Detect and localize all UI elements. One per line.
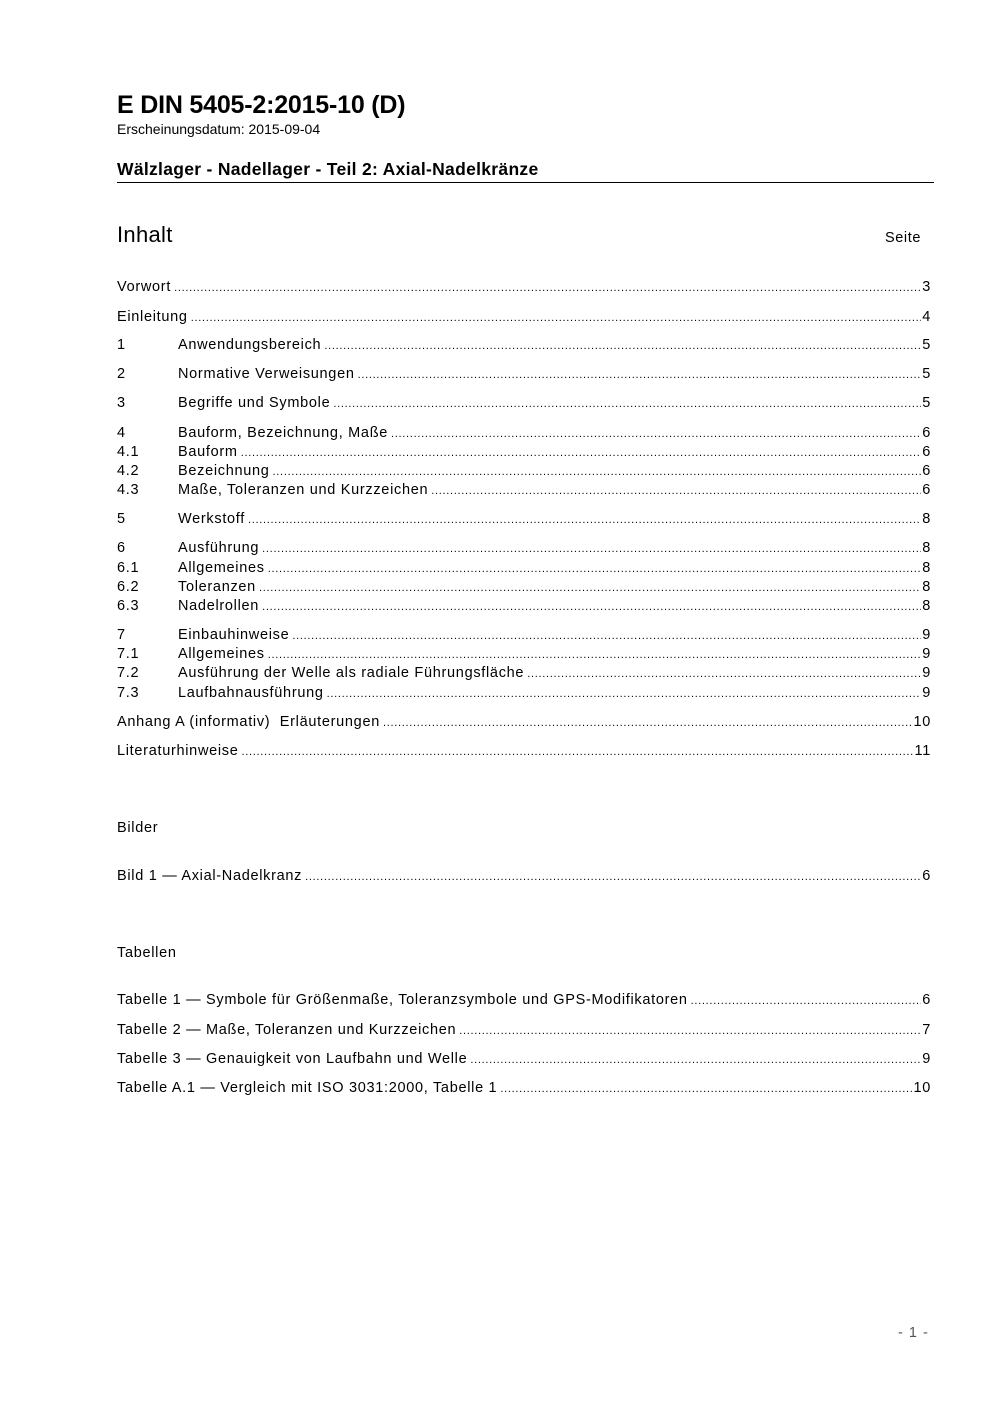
toc-entry-number: 4.1 bbox=[117, 444, 140, 460]
toc-entry-page: 6 bbox=[922, 482, 931, 498]
table-entry-label: Tabelle 1 — Symbole für Größenmaße, Toleranzsymbole und GPS-Modifikatoren bbox=[117, 992, 688, 1008]
table-entry-page: 7 bbox=[922, 1022, 931, 1038]
toc-entry-number: 7.1 bbox=[117, 646, 140, 662]
toc-entry-label: Bauform, Bezeichnung, Maße bbox=[178, 425, 389, 441]
toc-entry-label: Anhang A (informativ) Erläuterungen bbox=[117, 714, 380, 730]
toc-entry-page: 9 bbox=[922, 685, 931, 701]
table-entry-page: 10 bbox=[913, 1080, 931, 1096]
tables-heading: Tabellen bbox=[117, 945, 177, 961]
toc-entry-label: Werkstoff bbox=[178, 511, 246, 527]
toc-entry-7-2[interactable] bbox=[117, 665, 931, 685]
toc-entry-page: 10 bbox=[913, 714, 931, 730]
toc-entry-page: 8 bbox=[922, 540, 931, 556]
table-entry-a1[interactable] bbox=[117, 1080, 931, 1100]
toc-entry-number: 7.3 bbox=[117, 685, 140, 701]
toc-entry-label: Literaturhinweise bbox=[117, 743, 239, 759]
toc-entry-5[interactable] bbox=[117, 511, 931, 531]
document-title: Wälzlager - Nadellager - Teil 2: Axial-Nadelkränze bbox=[117, 159, 539, 179]
toc-entry-6-1[interactable] bbox=[117, 560, 931, 580]
toc-entry-label: Nadelrollen bbox=[178, 598, 260, 614]
toc-entry-label: Einbauhinweise bbox=[178, 627, 290, 643]
publication-date: Erscheinungsdatum: 2015-09-04 bbox=[117, 121, 321, 137]
dot-leader bbox=[459, 1022, 921, 1038]
table-entry-2[interactable] bbox=[117, 1022, 931, 1042]
toc-entry-page: 4 bbox=[922, 309, 931, 325]
toc-entry-number: 1 bbox=[117, 337, 126, 353]
toc-entry-page: 9 bbox=[922, 665, 931, 681]
figure-entry-page: 6 bbox=[922, 868, 931, 884]
toc-entry-anhang-a[interactable] bbox=[117, 714, 931, 734]
toc-entry-page: 5 bbox=[922, 337, 931, 353]
dot-leader bbox=[327, 685, 922, 701]
dot-leader bbox=[470, 1051, 921, 1067]
toc-entry-label: Normative Verweisungen bbox=[178, 366, 355, 382]
toc-entry-page: 8 bbox=[922, 511, 931, 527]
toc-entry-page: 5 bbox=[922, 395, 931, 411]
toc-entry-7-1[interactable] bbox=[117, 646, 931, 666]
figures-heading: Bilder bbox=[117, 820, 159, 836]
dot-leader bbox=[324, 337, 921, 353]
document-id: E DIN 5405-2:2015-10 (D) bbox=[117, 91, 406, 119]
toc-entry-literaturhinweise[interactable] bbox=[117, 743, 931, 763]
toc-entry-4-3[interactable] bbox=[117, 482, 931, 502]
toc-entry-label: Ausführung der Welle als radiale Führungsfläche bbox=[178, 665, 525, 681]
table-entry-page: 6 bbox=[922, 992, 931, 1008]
table-entry-label: Tabelle 2 — Maße, Toleranzen und Kurzzeichen bbox=[117, 1022, 457, 1038]
toc-entry-page: 8 bbox=[922, 560, 931, 576]
toc-entry-page: 6 bbox=[922, 425, 931, 441]
toc-entry-label: Bauform bbox=[178, 444, 238, 460]
table-entry-3[interactable] bbox=[117, 1051, 931, 1071]
dot-leader bbox=[273, 463, 922, 479]
figure-entry-1[interactable] bbox=[117, 868, 931, 888]
toc-entry-6-3[interactable] bbox=[117, 598, 931, 618]
dot-leader bbox=[500, 1080, 912, 1096]
toc-entry-page: 3 bbox=[922, 279, 931, 295]
dot-leader bbox=[259, 579, 921, 595]
figure-entry-label: Bild 1 — Axial-Nadelkranz bbox=[117, 868, 303, 884]
toc-entry-page: 5 bbox=[922, 366, 931, 382]
toc-entry-2[interactable] bbox=[117, 366, 931, 386]
toc-entry-page: 8 bbox=[922, 598, 931, 614]
dot-leader bbox=[262, 540, 921, 556]
toc-entry-label: Begriffe und Symbole bbox=[178, 395, 331, 411]
toc-entry-label: Laufbahnausführung bbox=[178, 685, 324, 701]
dot-leader bbox=[333, 395, 921, 411]
toc-entry-page: 8 bbox=[922, 579, 931, 595]
toc-entry-label: Toleranzen bbox=[178, 579, 256, 595]
toc-entry-label: Vorwort bbox=[117, 279, 172, 295]
toc-entry-page: 6 bbox=[922, 444, 931, 460]
toc-entry-number: 7 bbox=[117, 627, 126, 643]
toc-entry-1[interactable] bbox=[117, 337, 931, 357]
toc-entry-6-2[interactable] bbox=[117, 579, 931, 599]
toc-entry-number: 6.3 bbox=[117, 598, 140, 614]
toc-entry-number: 6.2 bbox=[117, 579, 140, 595]
toc-entry-page: 9 bbox=[922, 646, 931, 662]
toc-entry-page: 9 bbox=[922, 627, 931, 643]
toc-entry-number: 3 bbox=[117, 395, 126, 411]
dot-leader bbox=[292, 627, 921, 643]
toc-entry-number: 4 bbox=[117, 425, 126, 441]
dot-leader bbox=[305, 868, 921, 884]
toc-entry-page: 11 bbox=[914, 743, 931, 759]
toc-entry-label: Einleitung bbox=[117, 309, 188, 325]
toc-entry-vorwort[interactable] bbox=[117, 279, 931, 299]
dot-leader bbox=[248, 511, 921, 527]
toc-entry-number: 6.1 bbox=[117, 560, 140, 576]
toc-entry-4-2[interactable] bbox=[117, 463, 931, 483]
dot-leader bbox=[191, 309, 922, 325]
dot-leader bbox=[527, 665, 921, 681]
title-divider bbox=[117, 182, 934, 183]
toc-heading: Inhalt bbox=[117, 222, 173, 247]
toc-entry-number: 2 bbox=[117, 366, 126, 382]
toc-entry-page: 6 bbox=[922, 463, 931, 479]
toc-entry-label: Anwendungsbereich bbox=[178, 337, 322, 353]
dot-leader bbox=[241, 444, 922, 460]
toc-entry-einleitung[interactable] bbox=[117, 309, 931, 329]
toc-page-column-label: Seite bbox=[885, 230, 922, 246]
dot-leader bbox=[358, 366, 922, 382]
dot-leader bbox=[268, 646, 922, 662]
toc-entry-number: 4.2 bbox=[117, 463, 140, 479]
toc-entry-4-1[interactable] bbox=[117, 444, 931, 464]
toc-entry-label: Maße, Toleranzen und Kurzzeichen bbox=[178, 482, 429, 498]
dot-leader bbox=[691, 992, 922, 1008]
toc-entry-number: 5 bbox=[117, 511, 126, 527]
toc-entry-7-3[interactable] bbox=[117, 685, 931, 705]
toc-entry-number: 4.3 bbox=[117, 482, 140, 498]
toc-entry-label: Bezeichnung bbox=[178, 463, 270, 479]
toc-entry-number: 7.2 bbox=[117, 665, 140, 681]
toc-entry-7[interactable] bbox=[117, 627, 931, 647]
dot-leader bbox=[262, 598, 921, 614]
toc-entry-4[interactable] bbox=[117, 425, 931, 445]
page-number: - 1 - bbox=[898, 1325, 929, 1341]
dot-leader bbox=[174, 279, 921, 295]
toc-entry-3[interactable] bbox=[117, 395, 931, 415]
toc-entry-label: Ausführung bbox=[178, 540, 260, 556]
dot-leader bbox=[383, 714, 912, 730]
dot-leader bbox=[391, 425, 921, 441]
table-entry-page: 9 bbox=[922, 1051, 931, 1067]
dot-leader bbox=[268, 560, 922, 576]
table-entry-1[interactable] bbox=[117, 992, 931, 1012]
dot-leader bbox=[242, 743, 914, 759]
toc-entry-6[interactable] bbox=[117, 540, 931, 560]
table-entry-label: Tabelle 3 — Genauigkeit von Laufbahn und Welle bbox=[117, 1051, 468, 1067]
dot-leader bbox=[431, 482, 921, 498]
table-entry-label: Tabelle A.1 — Vergleich mit ISO 3031:2000, Tabelle 1 bbox=[117, 1080, 498, 1096]
toc-entry-label: Allgemeines bbox=[178, 646, 265, 662]
toc-entry-label: Allgemeines bbox=[178, 560, 265, 576]
toc-entry-number: 6 bbox=[117, 540, 126, 556]
